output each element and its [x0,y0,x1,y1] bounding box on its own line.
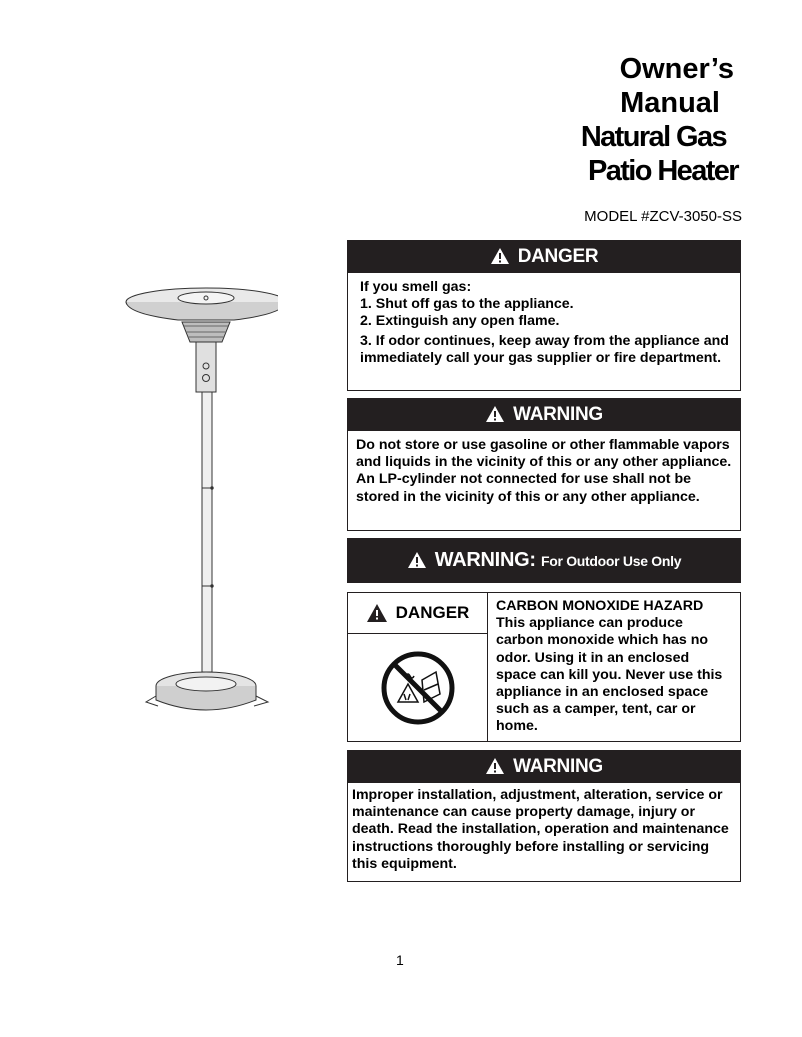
danger-gas-line-3: 2. Extinguish any open flame. [360,313,560,330]
warning-flammables-header [348,399,740,431]
model-number: MODEL #ZCV-3050-SS [584,208,742,225]
patio-heater-illustration [118,280,278,720]
warning-flammables-box [347,398,741,531]
warning-installation-header [348,751,740,783]
danger-gas-header [348,241,740,273]
title-block [580,52,738,188]
danger-gas-heading: DANGER [517,246,599,267]
title-natural-gas: Natural Gas [580,121,726,153]
warning-installation-heading: WARNING [513,756,603,777]
carbon-monoxide-danger-label [348,593,487,634]
outdoor-use-banner [347,538,741,583]
danger-gas-box [347,240,741,391]
outdoor-use-header [348,539,740,582]
title-manual: Manual [620,87,720,119]
outdoor-use-subheading: For Outdoor Use Only [540,553,682,569]
no-enclosed-space-icon [380,650,456,726]
danger-gas-text [348,273,740,373]
warning-flammables-heading: WARNING [513,404,603,425]
danger-gas-line-4: 3. If odor continues, keep away from the appliance and immediately call your gas supplier or fire department. [360,332,729,366]
warning-installation-text: Improper installation, adjustment, alteration, service or maintenance can cause property damage, injury or death. Read the installation, operation and maintenance instructions thoroughly before installing or servicing this equipment. [352,787,729,872]
carbon-monoxide-left-panel [348,593,488,741]
warning-installation-box [347,750,741,882]
danger-gas-line-2: 1. Shut off gas to the appliance. [360,296,574,313]
warning-triangle-icon [485,757,505,775]
warning-triangle-icon [407,551,427,569]
carbon-monoxide-text-cell [488,593,740,741]
outdoor-use-heading: WARNING: [434,549,536,571]
warning-flammables-text: Do not store or use gasoline or other flammable vapors and liquids in the vicinity of this or any other appliance. An LP-cylinder not connected for use shall not be stored in the vicinity of this or any other appliance. [356,437,732,505]
warning-triangle-icon [490,247,510,265]
title-owners: Owner’s [619,53,734,85]
carbon-monoxide-title: CARBON MONOXIDE HAZARD [496,598,704,614]
carbon-monoxide-danger-text: DANGER [395,603,470,622]
page-number: 1 [396,952,404,968]
carbon-monoxide-box [347,592,741,742]
title-patio-heater: Patio Heater [587,155,738,187]
carbon-monoxide-text: This appliance can produce carbon monoxide which has no odor. Using it in an enclosed space can kill you. Never use this appliance in an enclosed space such as a camper, tent, car or home. [496,615,723,735]
carbon-monoxide-symbol-cell [348,634,487,741]
danger-gas-line-1: If you smell gas: [360,279,472,295]
warning-triangle-icon [485,405,505,423]
warning-triangle-icon [366,603,388,623]
